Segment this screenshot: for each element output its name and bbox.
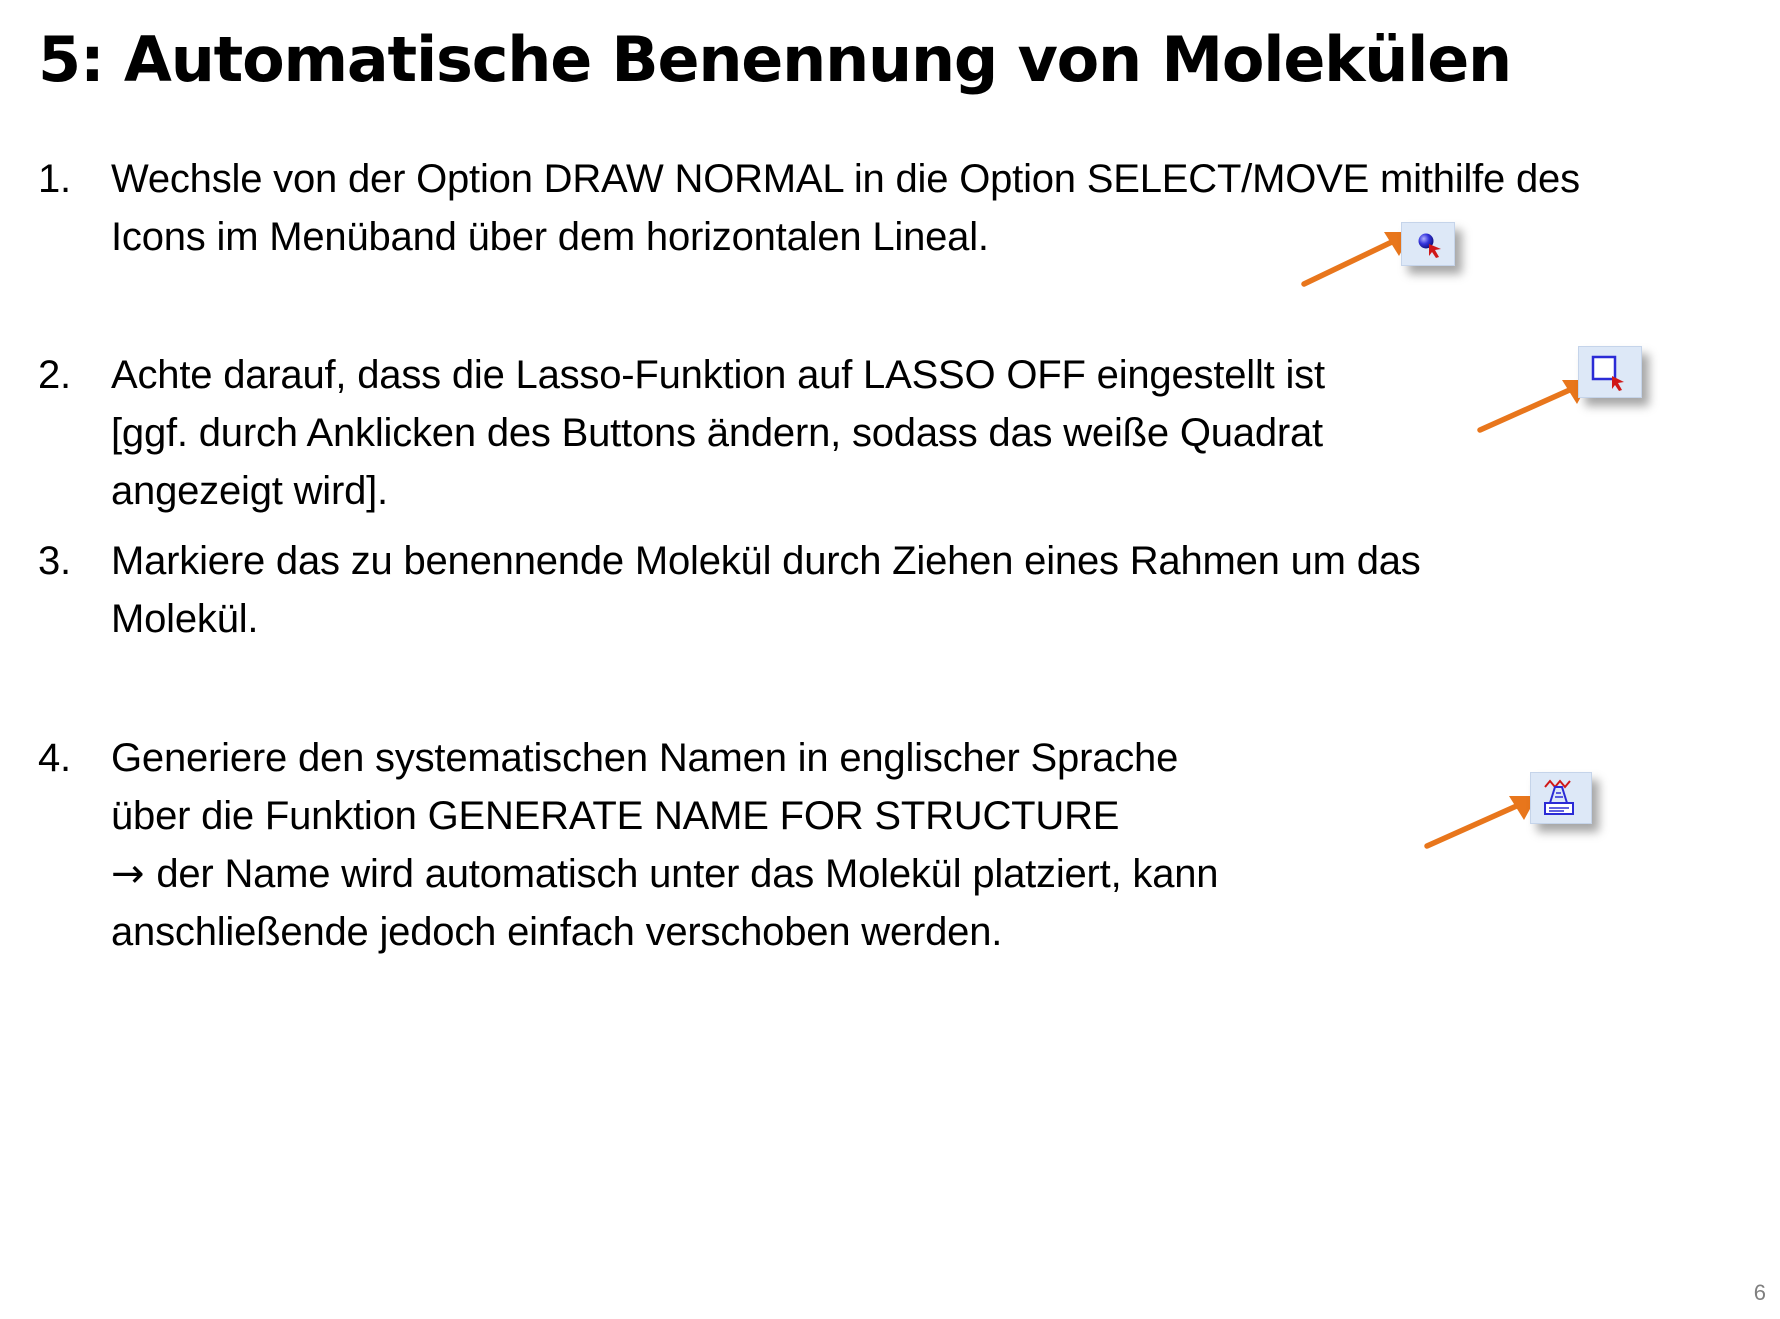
step-line: anschließende jedoch einfach verschoben werden. <box>111 910 1003 954</box>
pointer-arrow-3 <box>1423 790 1545 850</box>
step-text <box>111 729 1218 961</box>
step-line: Achte darauf, dass die Lasso-Funktion auf LASSO OFF eingestellt ist <box>111 353 1325 397</box>
step-line: Markiere das zu benennende Molekül durch Ziehen eines Rahmen um das <box>111 539 1421 583</box>
generate-name-icon <box>1530 772 1592 824</box>
step-number: 2. <box>38 353 71 397</box>
step-text <box>111 346 1325 520</box>
step-line: Molekül. <box>111 597 259 641</box>
step-line <box>111 845 1218 903</box>
step-line: über die Funktion GENERATE NAME FOR STRUCTURE <box>111 794 1120 838</box>
select-move-icon <box>1401 222 1455 266</box>
step-number: 4. <box>38 736 71 780</box>
right-arrow-icon: → <box>111 851 145 897</box>
step-line: [ggf. durch Anklicken des Buttons ändern, sodass das weiße Quadrat <box>111 411 1323 455</box>
step-line-text: der Name wird automatisch unter das Molekül platziert, kann <box>156 852 1219 896</box>
step-line: Icons im Menüband über dem horizontalen Lineal. <box>111 215 989 259</box>
step-line: Wechsle von der Option DRAW NORMAL in die Option SELECT/MOVE mithilfe des <box>111 157 1580 201</box>
step-number: 1. <box>38 157 71 201</box>
slide-title: 5: Automatische Benennung von Molekülen <box>38 23 1511 96</box>
lasso-off-icon <box>1578 346 1642 398</box>
step-text <box>111 532 1421 648</box>
step-number: 3. <box>38 539 71 583</box>
step-line: Generiere den systematischen Namen in englischer Sprache <box>111 736 1179 780</box>
step-line: angezeigt wird]. <box>111 469 388 513</box>
page-number: 6 <box>1753 1280 1766 1305</box>
